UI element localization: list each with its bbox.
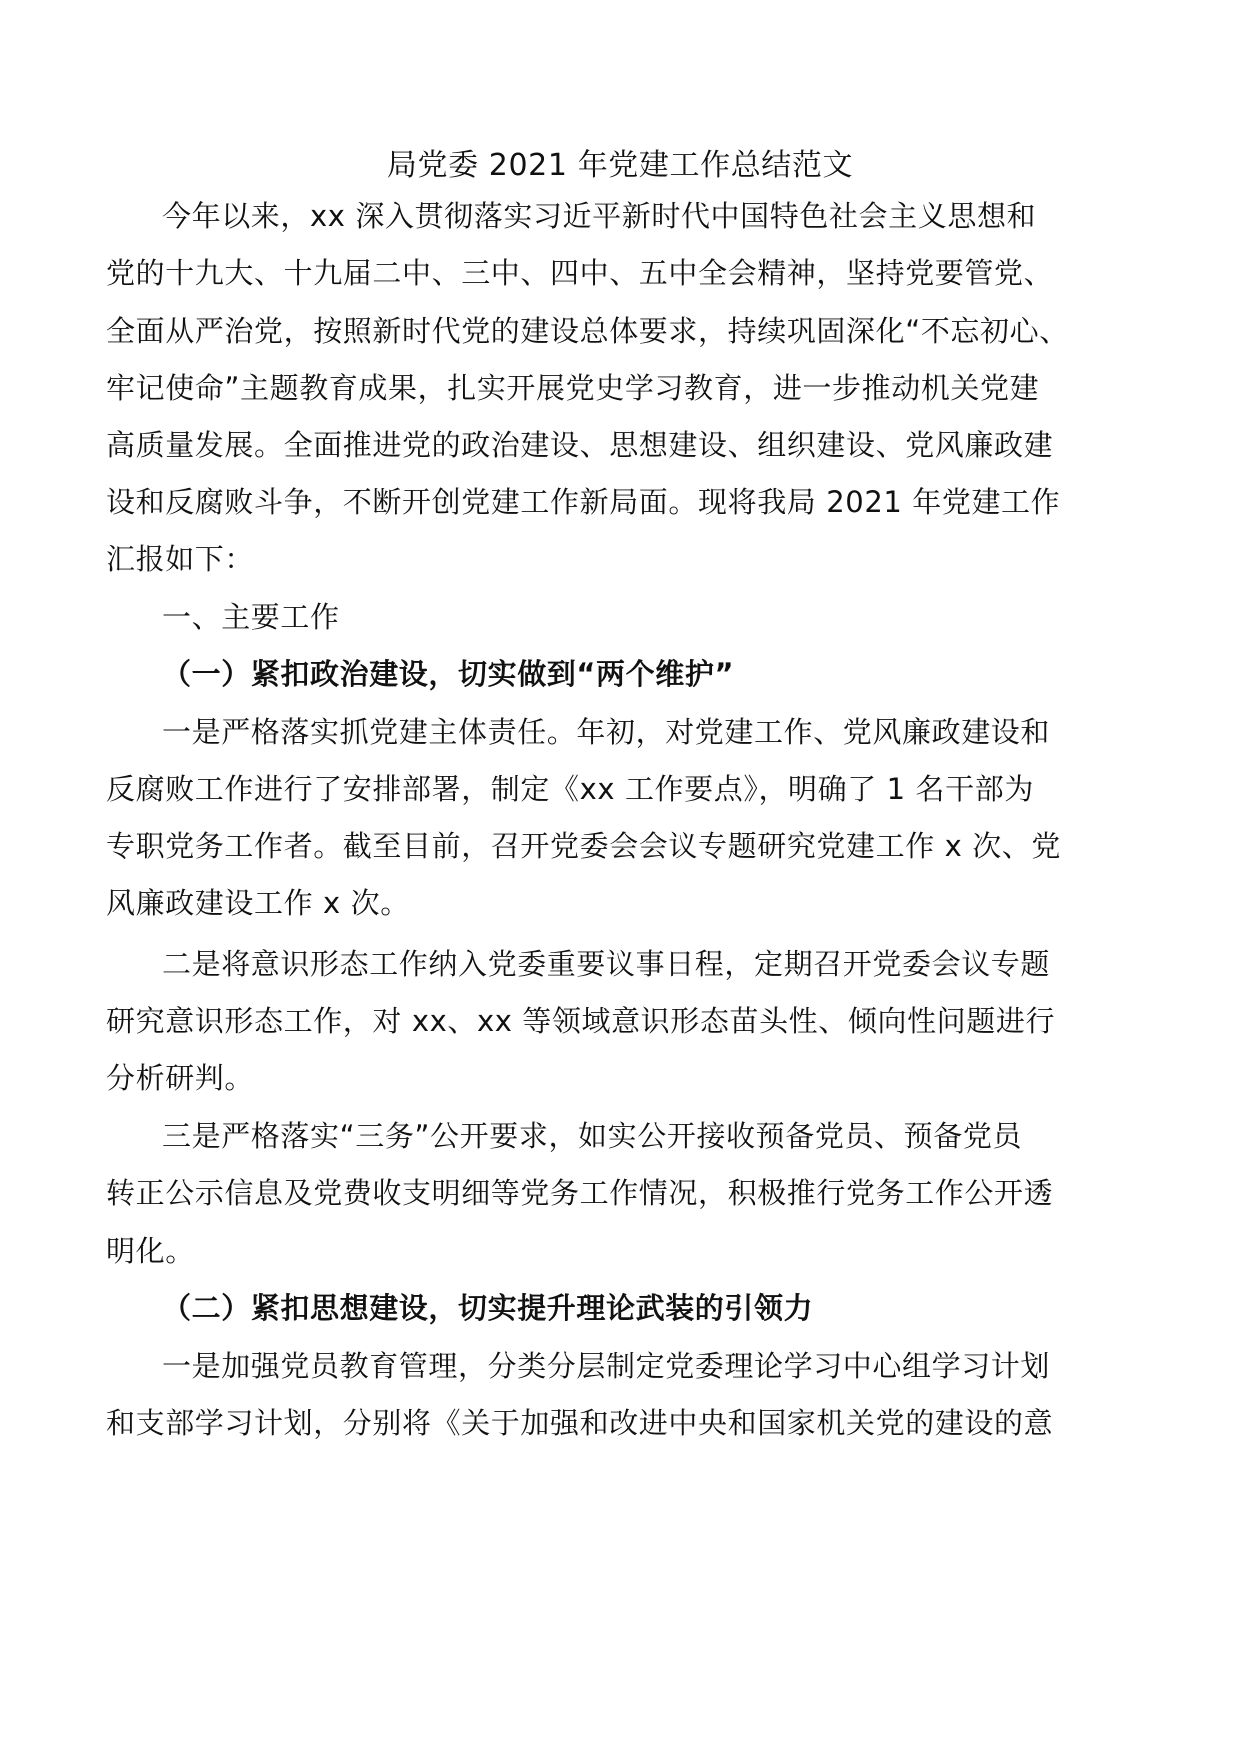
section-heading: 一、主要工作 xyxy=(162,600,340,634)
text-line: 风廉政建设工作 x 次。 xyxy=(106,886,410,920)
text-line: 今年以来，xx 深入贯彻落实习近平新时代中国特色社会主义思想和 xyxy=(162,199,1037,233)
text-line: 和支部学习计划，分别将《关于加强和改进中央和国家机关党的建设的意 xyxy=(106,1406,1054,1440)
text-line: 一是严格落实抓党建主体责任。年初，对党建工作、党风廉政建设和 xyxy=(162,715,1051,749)
text-line: 分析研判。 xyxy=(106,1061,255,1095)
text-line: 二是将意识形态工作纳入党委重要议事日程，定期召开党委会议专题 xyxy=(162,947,1051,981)
text-line: 一是加强党员教育管理，分类分层制定党委理论学习中心组学习计划 xyxy=(162,1349,1051,1383)
text-line: 汇报如下： xyxy=(106,542,255,576)
subsection-heading: （一）紧扣政治建设，切实做到“两个维护” xyxy=(162,657,735,691)
text-line: 高质量发展。全面推进党的政治建设、思想建设、组织建设、党风廉政建 xyxy=(106,428,1054,462)
text-line: 转正公示信息及党费收支明细等党务工作情况，积极推行党务工作公开透 xyxy=(106,1176,1054,1210)
text-line: 全面从严治党，按照新时代党的建设总体要求，持续巩固深化“不忘初心、 xyxy=(106,314,1069,348)
subsection-heading: （二）紧扣思想建设，切实提升理论武装的引领力 xyxy=(162,1291,814,1325)
text-line: 设和反腐败斗争，不断开创党建工作新局面。现将我局 2021 年党建工作 xyxy=(106,485,1061,519)
text-line: 三是严格落实“三务”公开要求，如实公开接收预备党员、预备党员 xyxy=(162,1119,1023,1153)
text-line: 明化。 xyxy=(106,1234,195,1268)
text-line: 研究意识形态工作，对 xx、xx 等领域意识形态苗头性、倾向性问题进行 xyxy=(106,1004,1056,1038)
text-line: 专职党务工作者。截至目前，召开党委会会议专题研究党建工作 x 次、党 xyxy=(106,829,1061,863)
text-line: 党的十九大、十九届二中、三中、四中、五中全会精神，坚持党要管党、 xyxy=(106,256,1054,290)
document-title: 局党委 2021 年党建工作总结范文 xyxy=(386,148,854,183)
text-line: 牢记使命”主题教育成果，扎实开展党史学习教育，进一步推动机关党建 xyxy=(106,371,1040,405)
text-line: 反腐败工作进行了安排部署，制定《xx 工作要点》，明确了 1 名干部为 xyxy=(106,772,1034,806)
